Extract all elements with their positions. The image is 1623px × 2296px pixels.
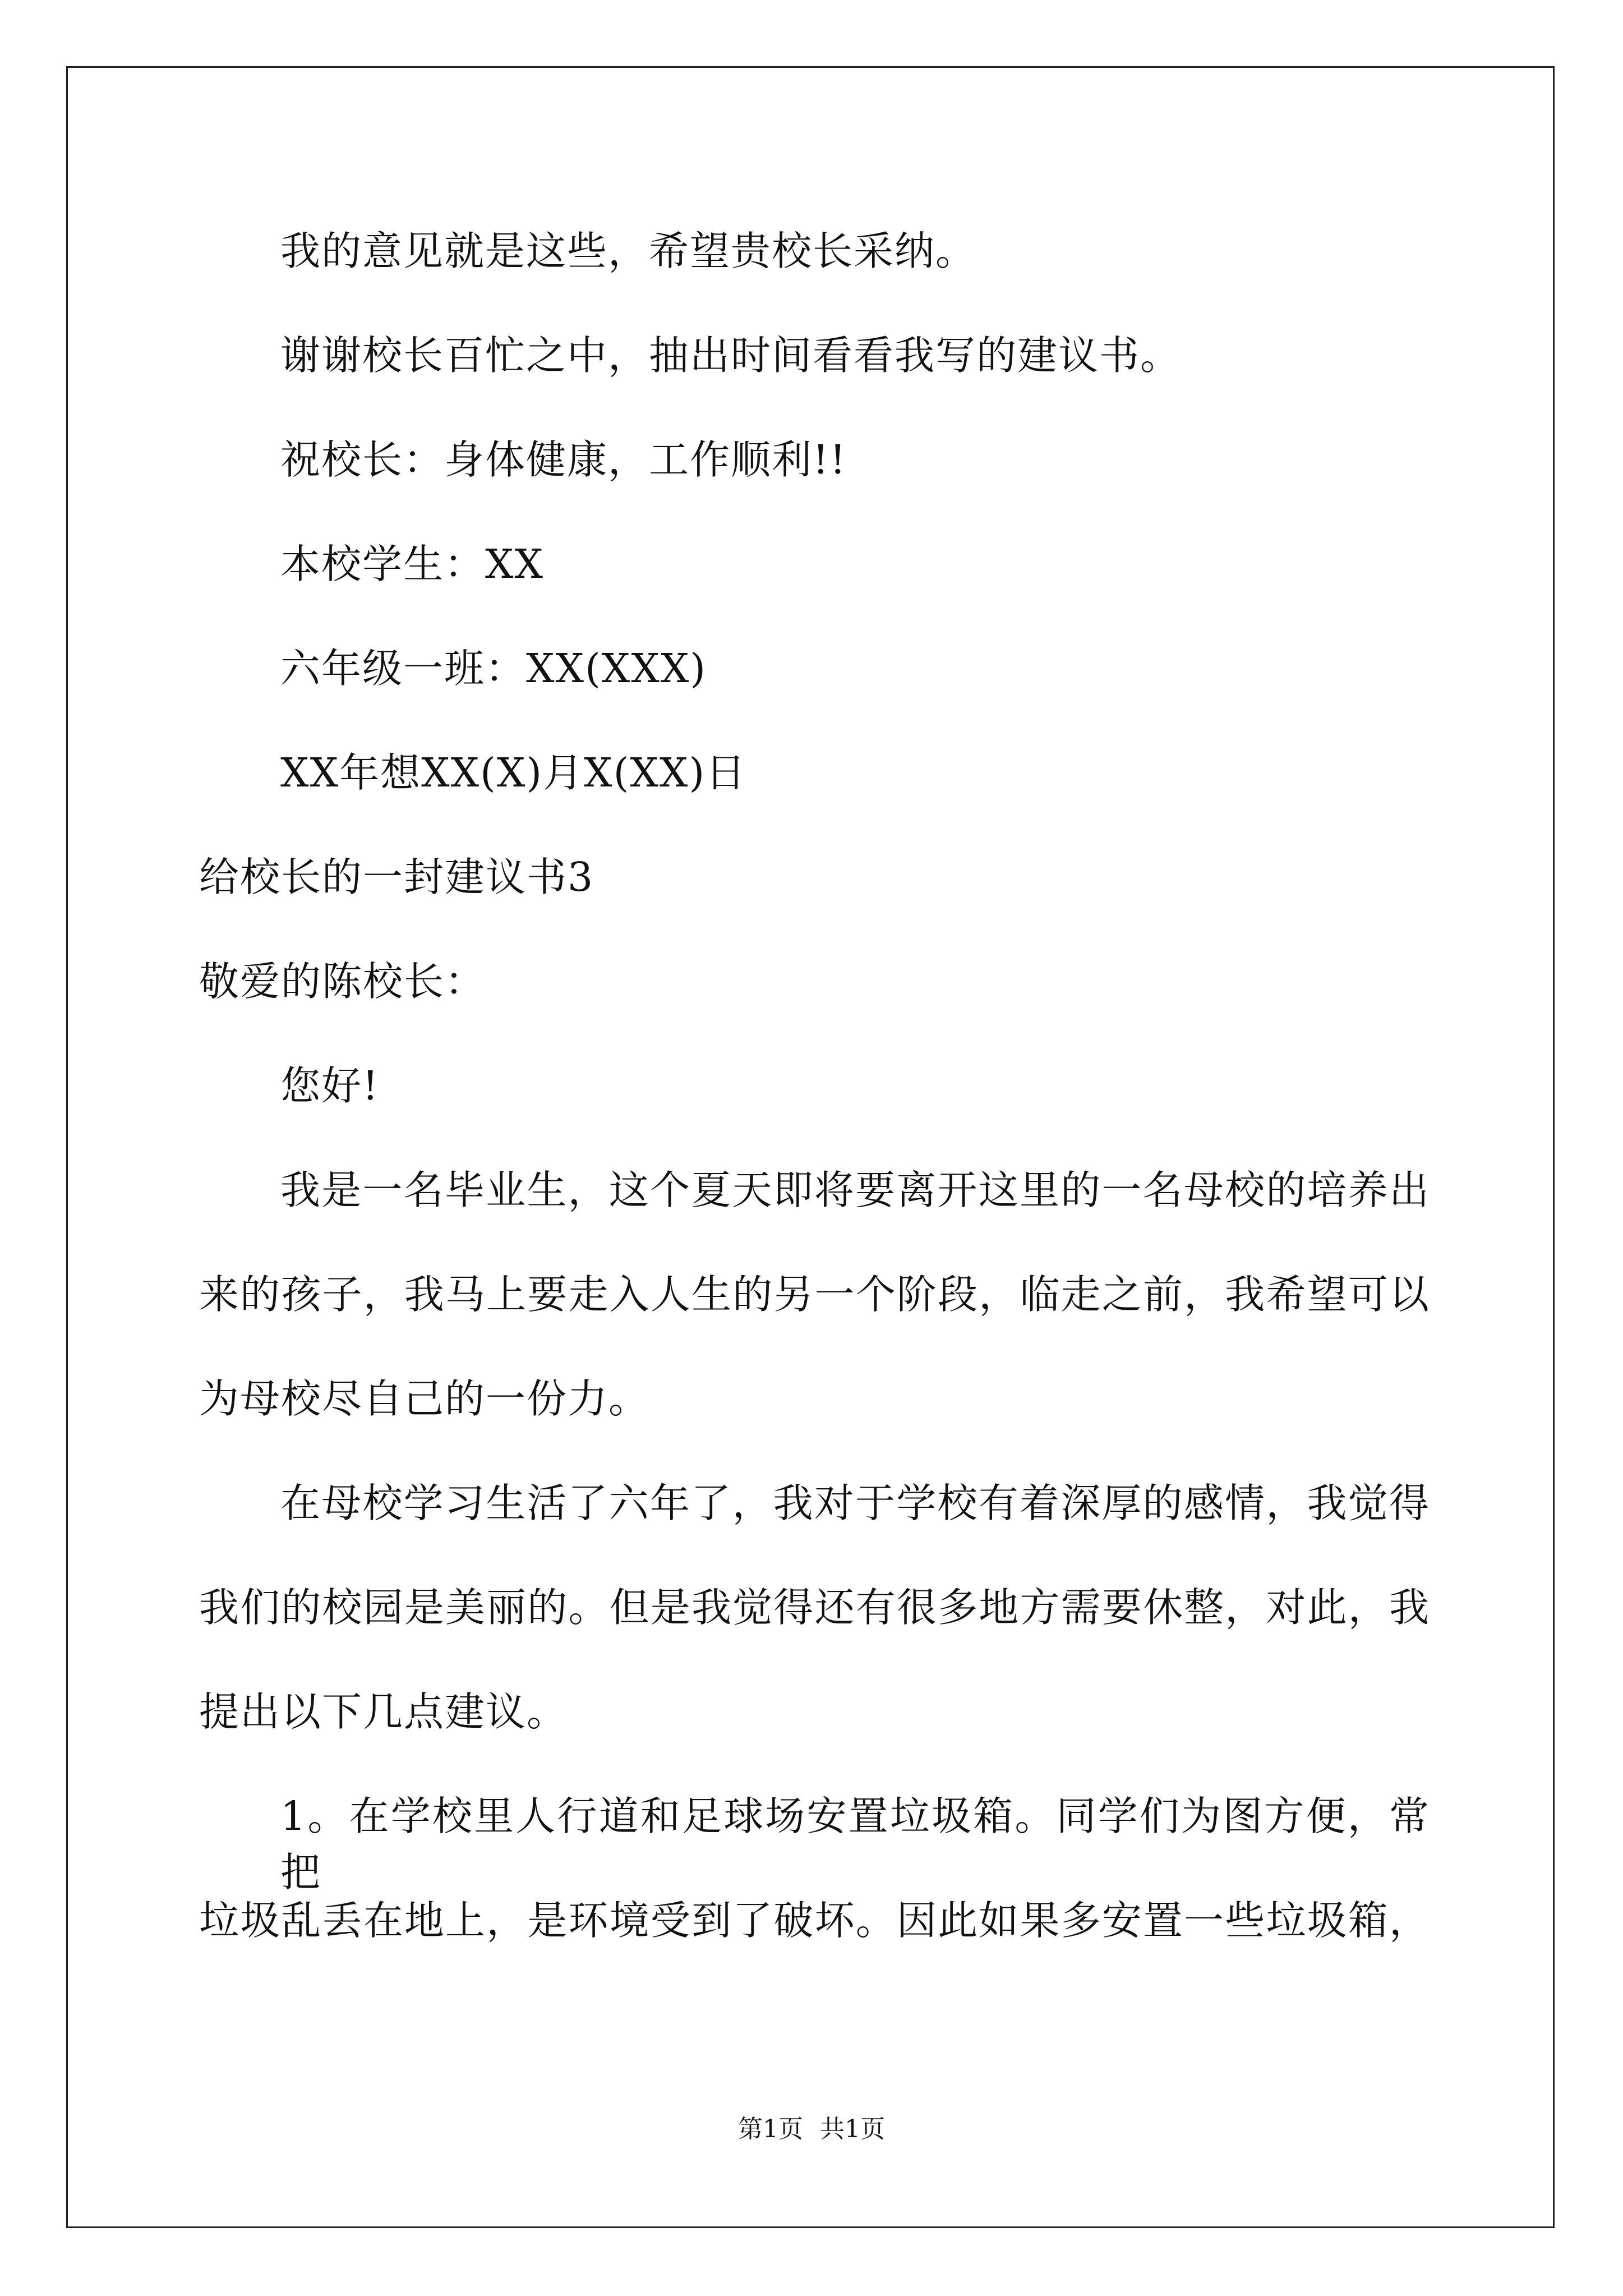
paragraph-line: 为母校尽自己的一份力。 (199, 1375, 650, 1422)
paragraph-line: 1。在学校里人行道和足球场安置垃圾箱。同学们为图方便，常把 (280, 1793, 1430, 1895)
paragraph-line: 我的意见就是这些，希望贵校长采纳。 (280, 228, 977, 274)
paragraph-line: 谢谢校长百忙之中，抽出时间看看我写的建议书。 (280, 332, 1182, 379)
page-footer (0, 2113, 1623, 2146)
greeting: 您好! (280, 1062, 380, 1109)
paragraph-line: 我是一名毕业生，这个夏天即将要离开这里的一名母校的培养出 (280, 1167, 1430, 1213)
paragraph-line: 在母校学习生活了六年了，我对于学校有着深厚的感情，我觉得 (280, 1480, 1430, 1526)
paragraph-line: 来的孩子，我马上要走入人生的另一个阶段，临走之前，我希望可以 (199, 1271, 1430, 1318)
paragraph-line: 我们的校园是美丽的。但是我觉得还有很多地方需要休整，对此，我 (199, 1584, 1430, 1631)
paragraph-line: 祝校长：身体健康，工作顺利!! (280, 436, 847, 483)
salutation: 敬爱的陈校长： (199, 958, 486, 1005)
section-heading: 给校长的一封建议书3 (199, 854, 594, 900)
paragraph-line: 六年级一班：XX(XXX) (280, 645, 707, 692)
paragraph-line: 提出以下几点建议。 (199, 1688, 568, 1735)
paragraph-line: XX年想XX(X)月X(XX)日 (280, 749, 747, 796)
page-number: 第1页 (738, 2115, 803, 2143)
paragraph-line: 垃圾乱丢在地上，是环境受到了破坏。因此如果多安置一些垃圾箱， (199, 1897, 1430, 1944)
page-total: 共1页 (820, 2115, 885, 2143)
paragraph-line: 本校学生：XX (280, 541, 545, 587)
